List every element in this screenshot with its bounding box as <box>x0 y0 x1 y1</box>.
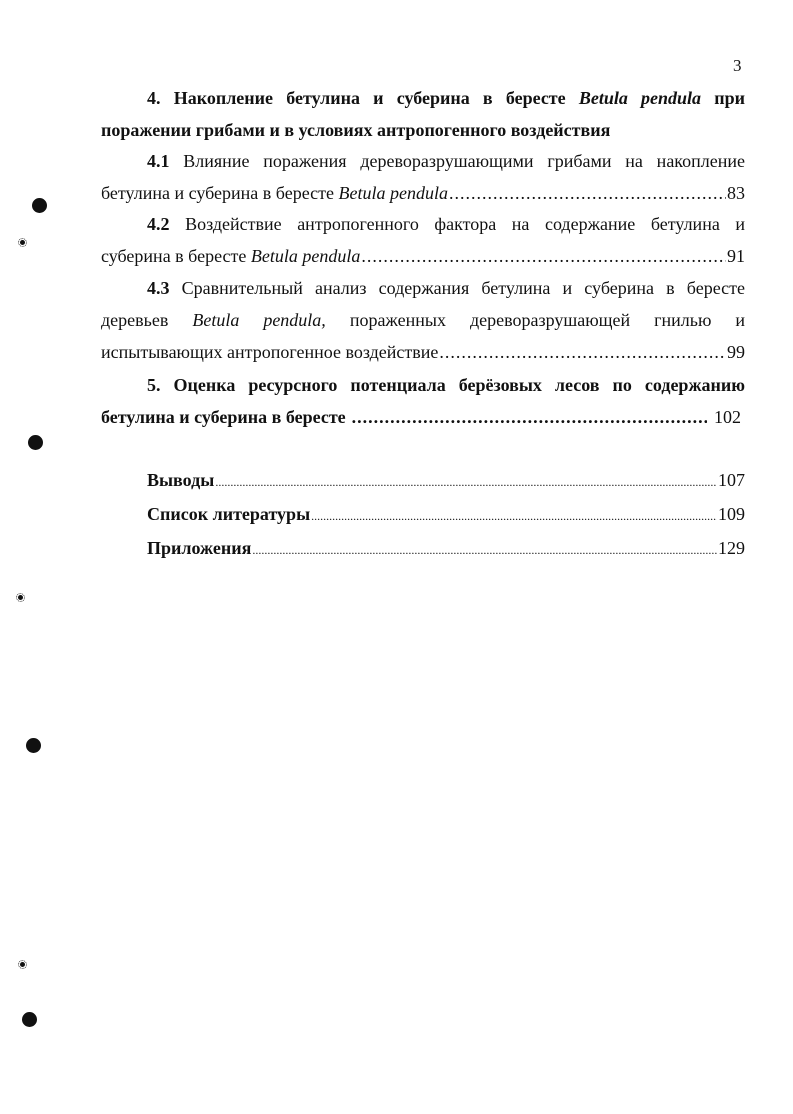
toc-conclusions <box>147 468 745 492</box>
punch-hole <box>26 738 41 753</box>
species-name: Betula pendula <box>578 88 702 108</box>
toc-references <box>147 502 745 526</box>
section-title: Сравнительный анализ содержания бетулина и суберина в бересте <box>181 278 745 298</box>
dot-leader <box>311 502 717 528</box>
section-title: Воздействие антропогенного фактора на содержание бетулина и <box>185 214 746 234</box>
species-name: Betula pendula <box>338 183 448 203</box>
punch-hole <box>32 198 47 213</box>
section-title: Влияние поражения дереворазрушающими грибами на накопление <box>183 151 745 171</box>
section-title-cont: суберина в бересте <box>101 246 247 266</box>
scan-speck <box>18 960 27 969</box>
page-ref: 102 <box>714 407 741 427</box>
toc-section-4-line2: поражении грибами и в условиях антропогенного воздействия <box>101 120 611 140</box>
toc-section-4-3-line2 <box>101 308 745 332</box>
section-number: 4.2 <box>147 214 170 234</box>
toc-label: Выводы <box>147 470 215 490</box>
toc-section-4-1-line1 <box>147 149 745 173</box>
section-title-cont: деревьев <box>101 310 169 330</box>
section-title-cont3: испытывающих антропогенное воздействие <box>101 342 439 362</box>
scan-speck <box>18 238 27 247</box>
page-ref: 109 <box>718 504 745 524</box>
dot-leader <box>352 405 707 429</box>
toc-section-4-3-line3 <box>101 340 745 364</box>
toc-label: Приложения <box>147 538 252 558</box>
page-ref: 83 <box>727 183 745 203</box>
section-title: Оценка ресурсного потенциала берёзовых лесов по содержанию <box>173 375 745 395</box>
dot-leader <box>252 536 717 562</box>
species-name: Betula pendula <box>250 246 361 266</box>
page-ref: 99 <box>727 342 745 362</box>
toc-section-5-line1 <box>147 373 745 397</box>
section-number: 4. <box>147 88 161 108</box>
page-ref: 129 <box>718 538 745 558</box>
section-title-cont2: пораженных дереворазрушающей гнилью и <box>349 310 746 330</box>
section-title-cont: бетулина и суберина в бересте <box>101 407 346 427</box>
section-number: 4.3 <box>147 278 170 298</box>
toc-section-4-1-line2 <box>101 181 745 205</box>
dot-leader <box>361 244 726 268</box>
species-name: Betula pendula, <box>192 310 326 330</box>
section-title: Накопление бетулина и суберина в бересте <box>173 88 566 108</box>
page-ref: 107 <box>718 470 745 490</box>
section-number: 5. <box>147 375 161 395</box>
dot-leader <box>439 340 726 364</box>
toc-label: Список литературы <box>147 504 311 524</box>
scan-speck <box>16 593 25 602</box>
dot-leader <box>215 468 717 494</box>
page-ref: 91 <box>727 246 745 266</box>
toc-section-4-3-line1 <box>147 276 745 300</box>
toc-section-4-2-line2 <box>101 244 745 268</box>
punch-hole <box>28 435 43 450</box>
punch-hole <box>22 1012 37 1027</box>
toc-section-4-2-line1 <box>147 212 745 236</box>
toc-appendices <box>147 536 745 560</box>
toc-section-4-line1 <box>147 86 745 110</box>
section-number: 4.1 <box>147 151 170 171</box>
dot-leader <box>449 181 726 205</box>
toc-section-5-line2 <box>101 405 741 429</box>
section-title-cont: при <box>714 88 746 108</box>
page-number: 3 <box>733 56 742 75</box>
section-title-cont: бетулина и суберина в бересте <box>101 183 334 203</box>
